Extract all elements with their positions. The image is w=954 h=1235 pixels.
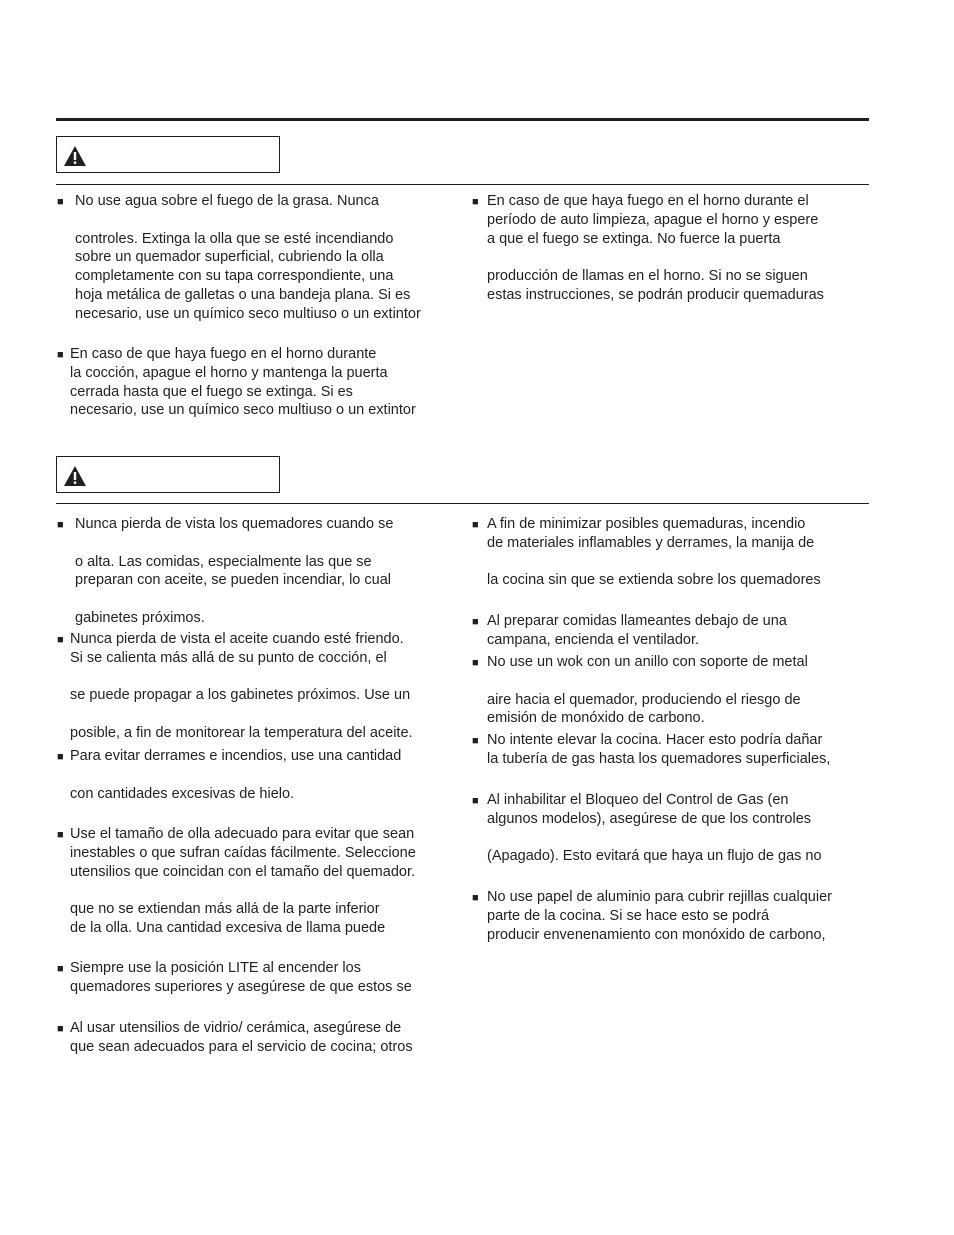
bullet-text-line: No intente elevar la cocina. Hacer esto podría dañar bbox=[487, 732, 823, 748]
warning-triangle-icon bbox=[63, 145, 87, 167]
top-rule bbox=[56, 118, 869, 121]
bullet-text-line: necesario, use un químico seco multiuso o un extintor bbox=[70, 402, 416, 418]
bullet-text-line: la cocina sin que se extienda sobre los quemadores bbox=[487, 572, 821, 588]
warning-box-2 bbox=[56, 456, 280, 493]
warning-triangle-icon bbox=[63, 465, 87, 487]
bullet-icon: ■ bbox=[57, 349, 64, 361]
bullet-icon: ■ bbox=[472, 795, 479, 807]
bullet-text-line: Al inhabilitar el Bloqueo del Control de Gas (en bbox=[487, 792, 789, 808]
bullet-text-line: se puede propagar a los gabinetes próximos. Use un bbox=[70, 687, 411, 703]
bullet-text-line: Nunca pierda de vista el aceite cuando esté friendo. bbox=[70, 631, 404, 647]
bullet-icon: ■ bbox=[57, 634, 64, 646]
bullet-text-line: Si se calienta más allá de su punto de cocción, el bbox=[70, 650, 387, 666]
bullet-icon: ■ bbox=[57, 519, 64, 531]
section-2-rule bbox=[56, 503, 869, 504]
bullet-text-line: que sean adecuados para el servicio de cocina; otros bbox=[70, 1039, 413, 1055]
bullet-icon: ■ bbox=[57, 196, 64, 208]
bullet-icon: ■ bbox=[57, 1023, 64, 1035]
warning-box-1 bbox=[56, 136, 280, 173]
bullet-icon: ■ bbox=[472, 657, 479, 669]
bullet-text-line: Use el tamaño de olla adecuado para evitar que sean bbox=[70, 826, 415, 842]
bullet-text-line: No use agua sobre el fuego de la grasa. Nunca bbox=[75, 193, 379, 209]
bullet-text-line: de la olla. Una cantidad excesiva de llama puede bbox=[70, 920, 386, 936]
bullet-text-line: aire hacia el quemador, produciendo el riesgo de bbox=[487, 692, 801, 708]
bullet-text-line: (Apagado). Esto evitará que haya un flujo de gas no bbox=[487, 848, 822, 864]
bullet-text-line: o alta. Las comidas, especialmente las que se bbox=[75, 554, 372, 570]
bullet-text-line: A fin de minimizar posibles quemaduras, incendio bbox=[487, 516, 806, 532]
bullet-text-line: No use papel de aluminio para cubrir rejillas cualquier bbox=[487, 889, 832, 905]
bullet-text-line: En caso de que haya fuego en el horno durante bbox=[70, 346, 377, 362]
bullet-text-line: Nunca pierda de vista los quemadores cuando se bbox=[75, 516, 394, 532]
bullet-text-line: sobre un quemador superficial, cubriendo la olla bbox=[75, 249, 384, 265]
bullet-text-line: Al usar utensilios de vidrio/ cerámica, asegúrese de bbox=[70, 1020, 402, 1036]
bullet-text-line: Siempre use la posición LITE al encender los bbox=[70, 960, 361, 976]
bullet-text-line: a que el fuego se extinga. No fuerce la puerta bbox=[487, 231, 781, 247]
bullet-text-line: preparan con aceite, se pueden incendiar, lo cual bbox=[75, 572, 391, 588]
bullet-text-line: cerrada hasta que el fuego se extinga. Si es bbox=[70, 384, 353, 400]
bullet-text-line: la tubería de gas hasta los quemadores superficiales, bbox=[487, 751, 831, 767]
bullet-icon: ■ bbox=[472, 892, 479, 904]
bullet-icon: ■ bbox=[472, 519, 479, 531]
bullet-icon: ■ bbox=[57, 829, 64, 841]
bullet-text-line: quemadores superiores y asegúrese de que estos se bbox=[70, 979, 412, 995]
bullet-text-line: período de auto limpieza, apague el horno y espere bbox=[487, 212, 819, 228]
bullet-text-line: Al preparar comidas llameantes debajo de una bbox=[487, 613, 787, 629]
bullet-icon: ■ bbox=[57, 751, 64, 763]
section-1-rule bbox=[56, 184, 869, 185]
bullet-text-line: inestables o que sufran caídas fácilmente. Seleccione bbox=[70, 845, 416, 861]
bullet-icon: ■ bbox=[57, 963, 64, 975]
bullet-icon: ■ bbox=[472, 735, 479, 747]
bullet-text-line: Para evitar derrames e incendios, use una cantidad bbox=[70, 748, 402, 764]
bullet-text-line: algunos modelos), asegúrese de que los controles bbox=[487, 811, 812, 827]
bullet-text-line: la cocción, apague el horno y mantenga la puerta bbox=[70, 365, 388, 381]
bullet-text-line: que no se extiendan más allá de la parte inferior bbox=[70, 901, 380, 917]
bullet-text-line: hoja metálica de galletas o una bandeja plana. Si es bbox=[75, 287, 411, 303]
bullet-text-line: No use un wok con un anillo con soporte de metal bbox=[487, 654, 808, 670]
bullet-text-line: necesario, use un químico seco multiuso o un extintor bbox=[75, 306, 421, 322]
bullet-text-line: completamente con su tapa correspondiente, una bbox=[75, 268, 394, 284]
bullet-text-line: campana, encienda el ventilador. bbox=[487, 632, 700, 648]
bullet-text-line: gabinetes próximos. bbox=[75, 610, 205, 626]
bullet-text-line: En caso de que haya fuego en el horno durante el bbox=[487, 193, 809, 209]
bullet-icon: ■ bbox=[472, 616, 479, 628]
bullet-text-line: con cantidades excesivas de hielo. bbox=[70, 786, 295, 802]
bullet-text-line: controles. Extinga la olla que se esté incendiando bbox=[75, 231, 394, 247]
bullet-text-line: estas instrucciones, se podrán producir quemaduras bbox=[487, 287, 824, 303]
bullet-text-line: emisión de monóxido de carbono. bbox=[487, 710, 705, 726]
bullet-text-line: producción de llamas en el horno. Si no se siguen bbox=[487, 268, 808, 284]
bullet-icon: ■ bbox=[472, 196, 479, 208]
bullet-text-line: utensilios que coincidan con el tamaño del quemador. bbox=[70, 864, 416, 880]
bullet-text-line: producir envenenamiento con monóxido de carbono, bbox=[487, 927, 826, 943]
bullet-text-line: de materiales inflamables y derrames, la manija de bbox=[487, 535, 815, 551]
bullet-text-line: posible, a fin de monitorear la temperatura del aceite. bbox=[70, 725, 413, 741]
bullet-text-line: parte de la cocina. Si se hace esto se podrá bbox=[487, 908, 770, 924]
